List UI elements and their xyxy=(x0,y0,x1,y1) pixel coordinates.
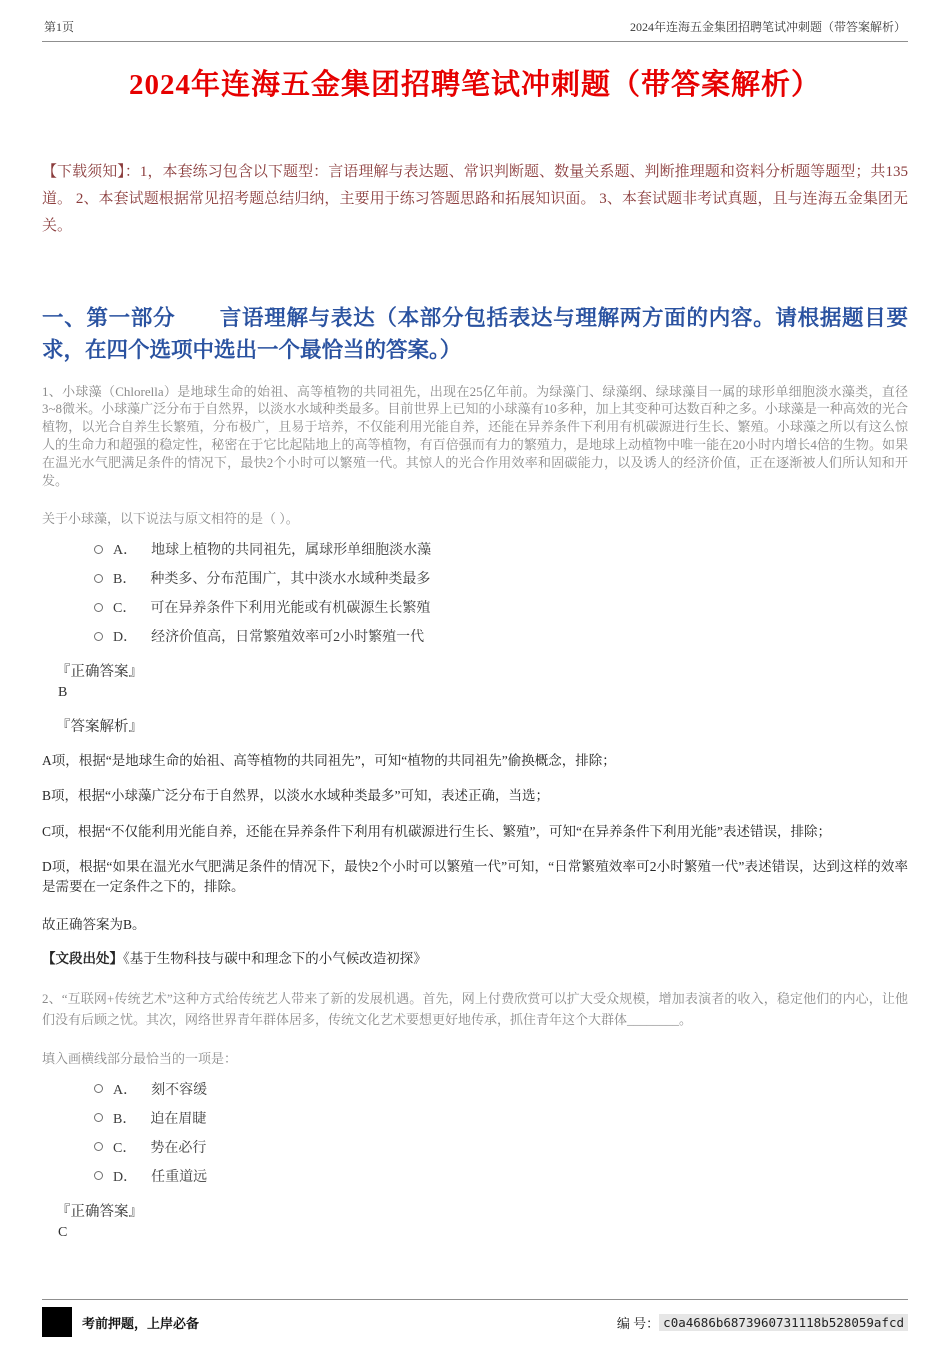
question2-prompt: 填入画横线部分最恰当的一项是： xyxy=(42,1050,238,1066)
radio-button[interactable] xyxy=(94,603,103,612)
question1-prompt: 关于小球藻，以下说法与原文相符的是（ ）。 xyxy=(42,511,299,527)
option-label: B． xyxy=(113,572,137,588)
question2-answer-block xyxy=(56,1200,908,1241)
option-text: 迫在眉睫 xyxy=(150,1111,207,1127)
option-row-d[interactable] xyxy=(94,1166,908,1186)
radio-button[interactable] xyxy=(94,1113,103,1122)
conclusion-line: 故正确答案为B。 xyxy=(42,917,146,933)
page-footer xyxy=(42,1299,908,1337)
analysis-paragraph-b: B项，根据“小球藻广泛分布于自然界，以淡水水域种类最多”可知，表述正确，当选； xyxy=(42,788,549,804)
page-header xyxy=(42,12,908,42)
qr-code xyxy=(42,1307,72,1337)
question2-stem: 2、“互联网+传统艺术”这种方式给传统艺人带来了新的发展机遇。首先，网上付费欣赏可以扩大受众规模，增加表演者的收入，稳定他们的内心，让他们没有后顾之忧。其次，网络世界青年群体居多，传统文化艺术要想更好地传承，抓住青年这个大群体________。 xyxy=(42,991,908,1027)
radio-button[interactable] xyxy=(94,1084,103,1093)
option-text: 可在异养条件下利用光能或有机碳源生长繁殖 xyxy=(150,601,431,617)
option-row-a[interactable] xyxy=(94,539,908,559)
footer-right xyxy=(617,1313,908,1332)
analysis-paragraph-a: A项，根据“是地球生命的始祖、高等植物的共同祖先”，可知“植物的共同祖先”偷换概念，排除； xyxy=(42,753,616,769)
option-text: 地球上植物的共同祖先，属球形单细胞淡水藻 xyxy=(151,543,432,559)
question1-stem: 1、小球藻（Chlorella）是地球生命的始祖、高等植物的共同祖先，出现在25亿年前。为绿藻门、绿藻纲、绿球藻目一属的球形单细胞淡水藻类，直径3~8微米。小球藻广泛分布于自然界，以淡水水域种类最多。目前世界上已知的小球藻有10多种，加上其变种可达数百种之多。小球藻是一种高效的光合植物，以光合自养生长繁殖，分布极广，且易于培养，不仅能利用光能自养，还能在异养条件下利用有机碳源进行生长、繁殖。小球藻之所以有这么惊人的生命力和超强的稳定性，秘密在于它比起陆地上的高等植物，有百倍强而有力的繁殖力，是地球上动植物中唯一能在20小时内增长4倍的生物。如果在温光水气肥满足条件的情况下，最快2个小时可以繁殖一代。其惊人的光合作用效率和固碳能力，以及诱人的经济价值，正在逐渐被人们所认知和开发。 xyxy=(42,383,908,489)
option-text: 刻不容缓 xyxy=(151,1082,208,1098)
option-row-b[interactable] xyxy=(94,1108,908,1128)
option-label: C． xyxy=(113,1140,137,1156)
correct-answer-label: 『正确答案』 xyxy=(56,1203,143,1220)
serial-label: 编 号： xyxy=(616,1315,660,1331)
option-text: 种类多、分布范围广，其中淡水水域种类最多 xyxy=(150,572,431,588)
option-label: B． xyxy=(113,1111,137,1127)
option-row-c[interactable] xyxy=(94,1137,908,1157)
option-text: 势在必行 xyxy=(150,1140,207,1156)
header-doc-name: 2024年连海五金集团招聘笔试冲刺题（带答案解析） xyxy=(629,20,906,34)
radio-button[interactable] xyxy=(94,1142,103,1151)
option-text: 经济价值高，日常繁殖效率可2小时繁殖一代 xyxy=(151,630,425,646)
correct-answer-value: B xyxy=(58,685,68,701)
radio-button[interactable] xyxy=(94,632,103,641)
page-title: 2024年连海五金集团招聘笔试冲刺题（带答案解析） xyxy=(128,69,821,101)
page-number: 第1页 xyxy=(44,20,75,34)
correct-answer-value: C xyxy=(58,1224,68,1240)
option-label: C． xyxy=(113,601,137,617)
question1-options xyxy=(42,539,908,646)
option-row-c[interactable] xyxy=(94,597,908,617)
analysis-paragraph-c: C项，根据“不仅能利用光能自养，还能在异养条件下利用有机碳源进行生长、繁殖”，可知“在异养条件下利用光能”表述错误，排除； xyxy=(42,823,831,839)
source-text: 《基于生物科技与碳中和理念下的小气候改造初探》 xyxy=(123,951,427,967)
option-row-b[interactable] xyxy=(94,568,908,588)
correct-answer-label: 『正确答案』 xyxy=(56,664,143,681)
serial-number: c0a4686b6873960731118b528059afcd xyxy=(659,1314,908,1331)
option-label: A． xyxy=(113,1082,138,1098)
question1-answer-block xyxy=(56,660,908,736)
question2-options xyxy=(42,1079,908,1186)
option-text: 任重道远 xyxy=(151,1169,208,1185)
footer-slogan: 考前押题，上岸必备 xyxy=(82,1315,200,1331)
analysis-paragraph-d: D项，根据“如果在温光水气肥满足条件的情况下，最快2个小时可以繁殖一代”可知，“日常繁殖效率可2小时繁殖一代”表述错误，达到这样的效率是需要在一定条件之下的，排除。 xyxy=(42,858,908,895)
option-row-d[interactable] xyxy=(94,626,908,646)
option-label: D． xyxy=(113,630,138,646)
source-line xyxy=(42,947,908,967)
option-label: A． xyxy=(113,543,138,559)
radio-button[interactable] xyxy=(94,574,103,583)
radio-button[interactable] xyxy=(94,1171,103,1180)
download-notice: 【下载须知】：1，本套练习包含以下题型：言语理解与表达题、常识判断题、数量关系题、判断推理题和资料分析题等题型；共135道。 2、本套试题根据常见招考题总结归纳，主要用于练习答题思路和拓展知识面。 3、本套试题非考试真题，且与连海五金集团无关。 xyxy=(42,164,908,234)
source-label: 【文段出处】 xyxy=(42,951,123,967)
footer-left xyxy=(42,1307,199,1337)
option-label: D． xyxy=(113,1169,138,1185)
answer-analysis-label: 『答案解析』 xyxy=(56,719,143,736)
option-row-a[interactable] xyxy=(94,1079,908,1099)
radio-button[interactable] xyxy=(94,545,103,554)
section-heading: 一、第一部分 言语理解与表达（本部分包括表达与理解两方面的内容。请根据题目要求，在四个选项中选出一个最恰当的答案。） xyxy=(42,306,908,363)
